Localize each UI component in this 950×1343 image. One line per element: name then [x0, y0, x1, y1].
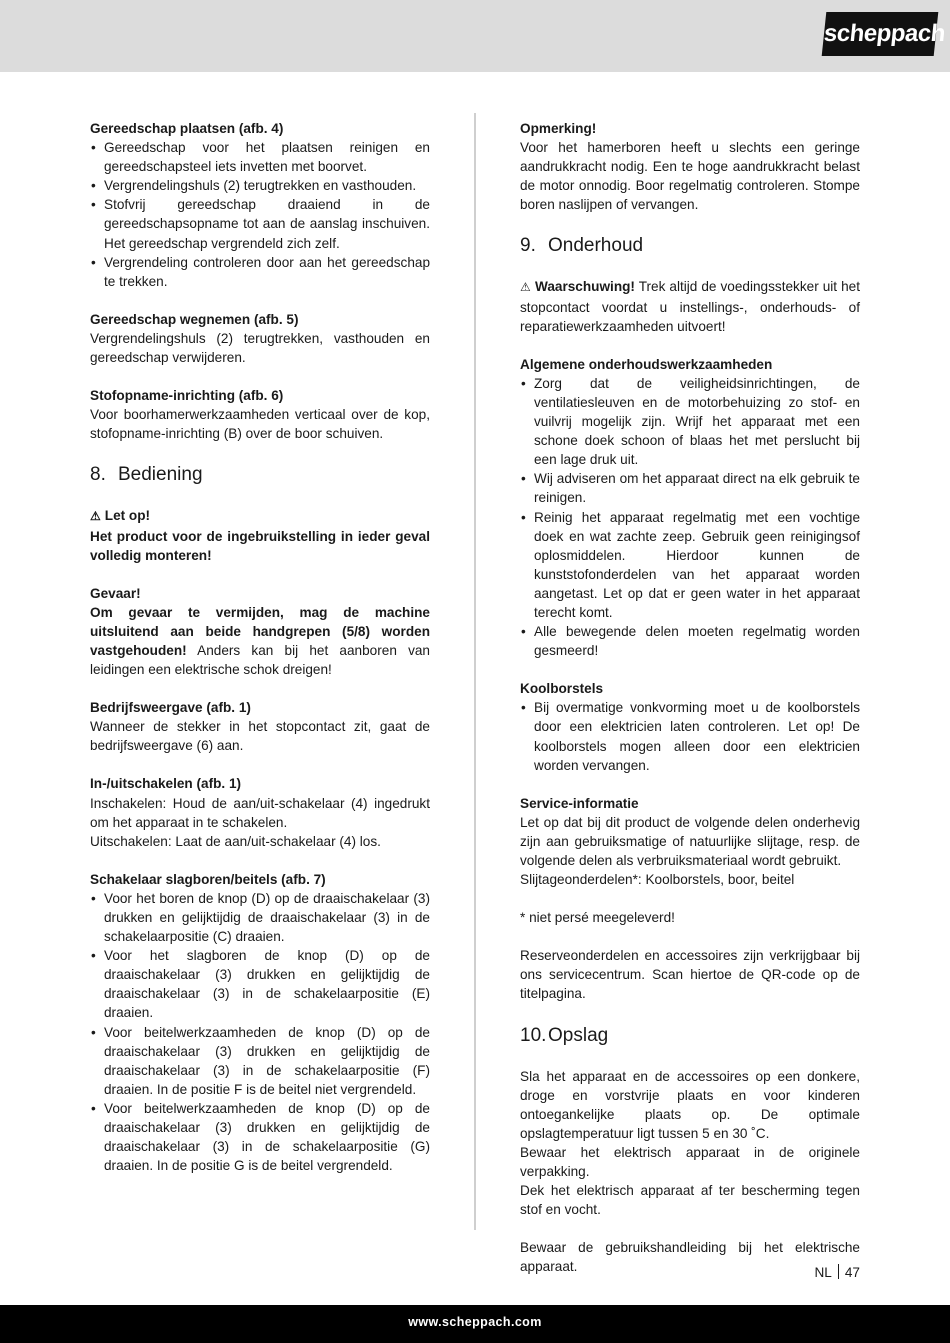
warning-triangle-icon: ⚠ [90, 509, 101, 524]
paragraph: Bewaar de gebruikshandleiding bij het elektrische apparaat. [520, 1240, 860, 1275]
paragraph: Inschakelen: Houd de aan/uit-schakelaar (4) ingedrukt om het apparaat in te schakelen. [90, 795, 430, 830]
list-item: • Wij adviseren om het apparaat direct na elk gebruik te reinigen. [520, 469, 860, 507]
paragraph: Let op dat bij dit product de volgende delen onderhevig zijn aan gebruiksmatige of natuurlijke slijtage, resp. de volgende delen als verbruiksmateriaal wordt gebruikt. [520, 814, 860, 868]
section-title: Gereedschap wegnemen (afb. 5) [90, 311, 299, 327]
section-title: Algemene onderhoudswerkzaamheden [520, 356, 773, 372]
list-item: • Vergrendelingshuls (2) terugtrekken en vasthouden. [90, 176, 430, 195]
list-item: • Voor beitelwerkzaamheden de knop (D) op de draaischakelaar (3) drukken en gelijktijdig de draaischakelaar (3) in de schakelaarpositie (G) draaien. In de positie G is de beitel vergrendeld. [90, 1099, 430, 1175]
list-item: • Stofvrij gereedschap draaiend in de gereedschapsopname tot aan de aanslag inschuiven. Het gereedschap vergrendeld zich zelf. [90, 195, 430, 252]
caution-title: ⚠ Let op! [90, 508, 151, 524]
paragraph: Uitschakelen: Laat de aan/uit-schakelaar (4) los. [90, 833, 381, 849]
list-item: • Zorg dat de veiligheidsinrichtingen, de ventilatiesleuven en de motorbehuizing zo stof- en vuilvrij mogelijk zijn. Wrijf het apparaat met een schone doek schoon of blaas het met perslucht bij een lage druk uit. [520, 374, 860, 469]
paragraph: Slijtageonderdelen*: Koolborstels, boor, beitel [520, 872, 795, 888]
footnote: * niet persé meegeleverd! [520, 910, 675, 926]
chapter-heading: 10.Opslag [520, 1024, 609, 1046]
bullet-list [90, 889, 430, 1175]
paragraph: Dek het elektrisch apparaat af ter bescherming tegen stof en vocht. [520, 1183, 860, 1218]
list-item: • Voor beitelwerkzaamheden de knop (D) op de draaischakelaar (3) drukken en gelijktijdig de draaischakelaar (3) in de schakelaarpositie (F) draaien. In de positie F is de beitel niet vergrendeld. [90, 1023, 430, 1099]
list-item: • Gereedschap voor het plaatsen reinigen en gereedschapsteel iets invetten met boorvet. [90, 138, 430, 176]
list-item: • Reinig het apparaat regelmatig met een vochtige doek en wat zachte zeep. Gebruik geen reinigingsof oplosmiddelen. Hierdoor kunnen de kunststofonderdelen van het apparaat worden aangetast. Let op dat er geen water in het apparaat terecht komt. [520, 508, 860, 623]
section-title: Gereedschap plaatsen (afb. 4) [90, 121, 284, 136]
paragraph: Reserveonderdelen en accessoires zijn verkrijgbaar bij ons servicecentrum. Scan hiertoe de QR-code op de titelpagina. [520, 948, 860, 1002]
chapter-heading: 8. Bediening [90, 464, 203, 486]
language-code: NL [814, 1265, 832, 1280]
list-item: • Bij overmatige vonkvorming moet u de koolborstels door een elektricien laten controleren. Let op! De koolborstels mogen alleen door een elektricien worden vervangen. [520, 698, 860, 774]
paragraph: Voor boorhamerwerkzaamheden verticaal over de kop, stofopname-inrichting (B) over de boor schuiven. [90, 407, 430, 442]
section-title: Koolborstels [520, 681, 604, 697]
list-item: • Alle bewegende delen moeten regelmatig worden gesmeerd! [520, 622, 860, 660]
paragraph: Voor het hamerboren heeft u slechts een geringe aandrukkracht nodig. Een te hoge aandrukkracht belast de motor onnodig. Boor regelmatig controleren. Stompe boren naslijpen of vervangen. [520, 140, 860, 213]
warning-text: ⚠ Waarschuwing! Trek altijd de voedingsstekker uit het stopcontact voordat u instellings-, onderhouds- of reparatiewerkzaamheden uitvoert! [520, 279, 860, 334]
page-number-value: 47 [844, 1265, 860, 1280]
warning-triangle-icon: ⚠ [520, 280, 531, 295]
right-column [520, 119, 860, 1277]
paragraph: Wanneer de stekker in het stopcontact zit, gaat de bedrijfsweergave (6) aan. [90, 719, 430, 754]
list-item: • Voor het boren de knop (D) op de draaischakelaar (3) drukken en gelijktijdig de draaischakelaar (3) in de schakelaarpositie (C) draaien. [90, 889, 430, 946]
danger-text: Om gevaar te vermijden, mag de machine uitsluitend aan beide handgrepen (5/8) worden vastgehouden! Anders kan bij het aanboren van leidingen een elektrische schok dreigen! [90, 604, 430, 678]
bullet-list [90, 138, 430, 291]
list-item: • Vergrendeling controleren door aan het gereedschap te trekken. [90, 253, 430, 291]
website-url: www.scheppach.com [408, 1315, 542, 1329]
page-number [814, 1264, 860, 1280]
brand-logo: scheppach [822, 12, 939, 56]
paragraph: Bewaar het elektrisch apparaat in de originele verpakking. [520, 1144, 860, 1180]
paragraph: Vergrendelingshuls (2) terugtrekken, vasthouden en gereedschap verwijderen. [90, 330, 430, 366]
danger-title: Gevaar! [90, 585, 141, 601]
chapter-heading: 9. Onderhoud [520, 235, 644, 257]
bullet-list [520, 374, 860, 660]
section-title: Stofopname-inrichting (afb. 6) [90, 388, 284, 404]
left-column [90, 119, 430, 1175]
page-header [0, 0, 950, 72]
column-divider [474, 113, 476, 1230]
section-title: In-/uitschakelen (afb. 1) [90, 776, 242, 792]
list-item: • Voor het slagboren de knop (D) op de draaischakelaar (3) drukken en gelijktijdig de draaischakelaar (3) in de schakelaarpositie (E) draaien. [90, 946, 430, 1022]
note-title: Opmerking! [520, 121, 597, 136]
paragraph: Sla het apparaat en de accessoires op een donkere, droge en vorstvrije plaats en voor kinderen ontoegankelijke plaats op. De optimale opslagtemperatuur ligt tussen 5 en 30 ˚C. [520, 1068, 860, 1141]
section-title: Schakelaar slagboren/beitels (afb. 7) [90, 871, 326, 887]
bullet-list [520, 698, 860, 774]
caution-text: Het product voor de ingebruikstelling in ieder geval volledig monteren! [90, 528, 430, 563]
section-title: Service-informatie [520, 795, 639, 811]
section-title: Bedrijfsweergave (afb. 1) [90, 700, 251, 716]
page-footer [0, 1305, 950, 1343]
